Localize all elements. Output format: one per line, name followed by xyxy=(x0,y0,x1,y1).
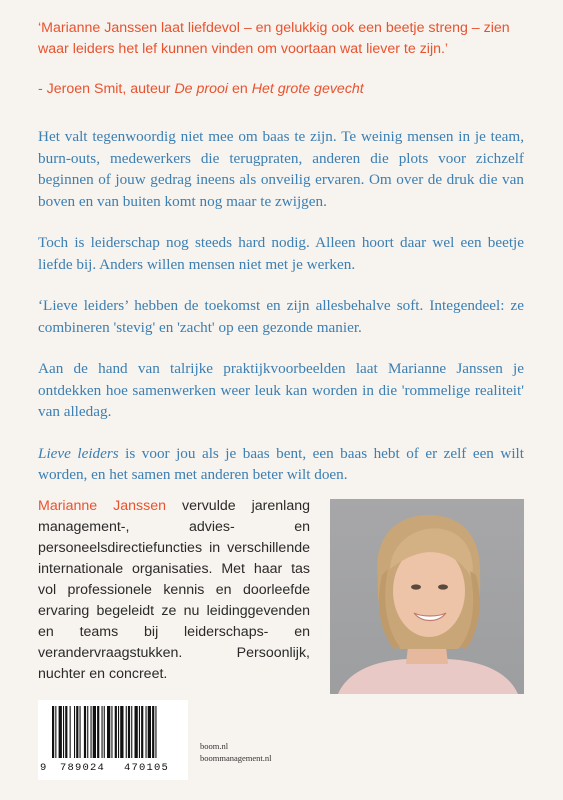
barcode-digits-group-2: 470105 xyxy=(124,762,170,774)
barcode-number xyxy=(38,762,188,778)
back-cover-quote: ‘Marianne Janssen laat liefdevol – en gelukkig ook een beetje streng – zien waar leiders het lef kunnen vinden om voortaan wat liever te zijn.’ xyxy=(38,20,510,57)
author-bio-text: vervulde jarenlang management-, advies- en personeelsdirectiefuncties in verschillende internationale organisaties. Met haar tas vol professionele kennis en doorleefde ervaring begeleidt ze nu leidinggevenden en teams bij leiderschaps- en verandervraagstukken. Persoonlijk, nuchter en concreet. xyxy=(38,498,310,682)
author-bio xyxy=(38,496,310,685)
blurb xyxy=(38,126,524,506)
blurb-paragraph-5-text: is voor jou als je baas bent, een baas hebt of er zelf een wilt worden, en het samen met anderen beter wilt doen. xyxy=(38,444,524,483)
blurb-paragraph-1: Het valt tegenwoordig niet mee om baas te zijn. Te weinig mensen in je team, burn-outs, medewerkers die terugpraten, anderen die plots voor zichzelf beginnen of jouw gedrag ineens als onveilig ervaren. Om over de druk die van boven en van buiten komt nog maar te zwijgen. xyxy=(38,128,524,210)
author-photo xyxy=(330,499,524,694)
blurb-paragraph-3: ‘Lieve leiders’ hebben de toekomst en zijn allesbehalve soft. Integendeel: ze combineren 'stevig' en 'zacht' op een gezonde manier. xyxy=(38,297,524,336)
attribution-role: , auteur xyxy=(122,81,175,97)
book-title-inline: Lieve leiders xyxy=(38,444,119,462)
barcode-digit-first: 9 xyxy=(40,762,48,774)
quote-attribution xyxy=(38,79,364,100)
publisher-url-2: boommanagement.nl xyxy=(200,753,272,763)
barcode-digits-group-1: 789024 xyxy=(60,762,106,774)
attribution-dash: - xyxy=(38,81,47,97)
blurb-paragraph-4: Aan de hand van talrijke praktijkvoorbeelden laat Marianne Janssen je ontdekken hoe samenwerken weer leuk kan worden in die 'rommelige realiteit' van alledag. xyxy=(38,360,524,420)
attribution-name: Jeroen Smit xyxy=(46,81,123,97)
blurb-paragraph-5 xyxy=(38,443,524,486)
publisher-urls xyxy=(200,740,272,764)
attribution-book-2: Het grote gevecht xyxy=(251,81,364,97)
barcode-bars xyxy=(38,700,188,762)
attribution-book-1: De prooi xyxy=(174,81,229,97)
blurb-paragraph-2: Toch is leiderschap nog steeds hard nodig. Alleen hoort daar wel een beetje liefde bij. Anders willen mensen niet met je werken. xyxy=(38,234,524,273)
author-name: Marianne Janssen xyxy=(38,498,166,514)
isbn-barcode xyxy=(38,700,188,780)
publisher-url-1: boom.nl xyxy=(200,741,229,751)
attribution-conjunction: en xyxy=(228,81,252,97)
author-portrait-illustration xyxy=(330,499,524,694)
